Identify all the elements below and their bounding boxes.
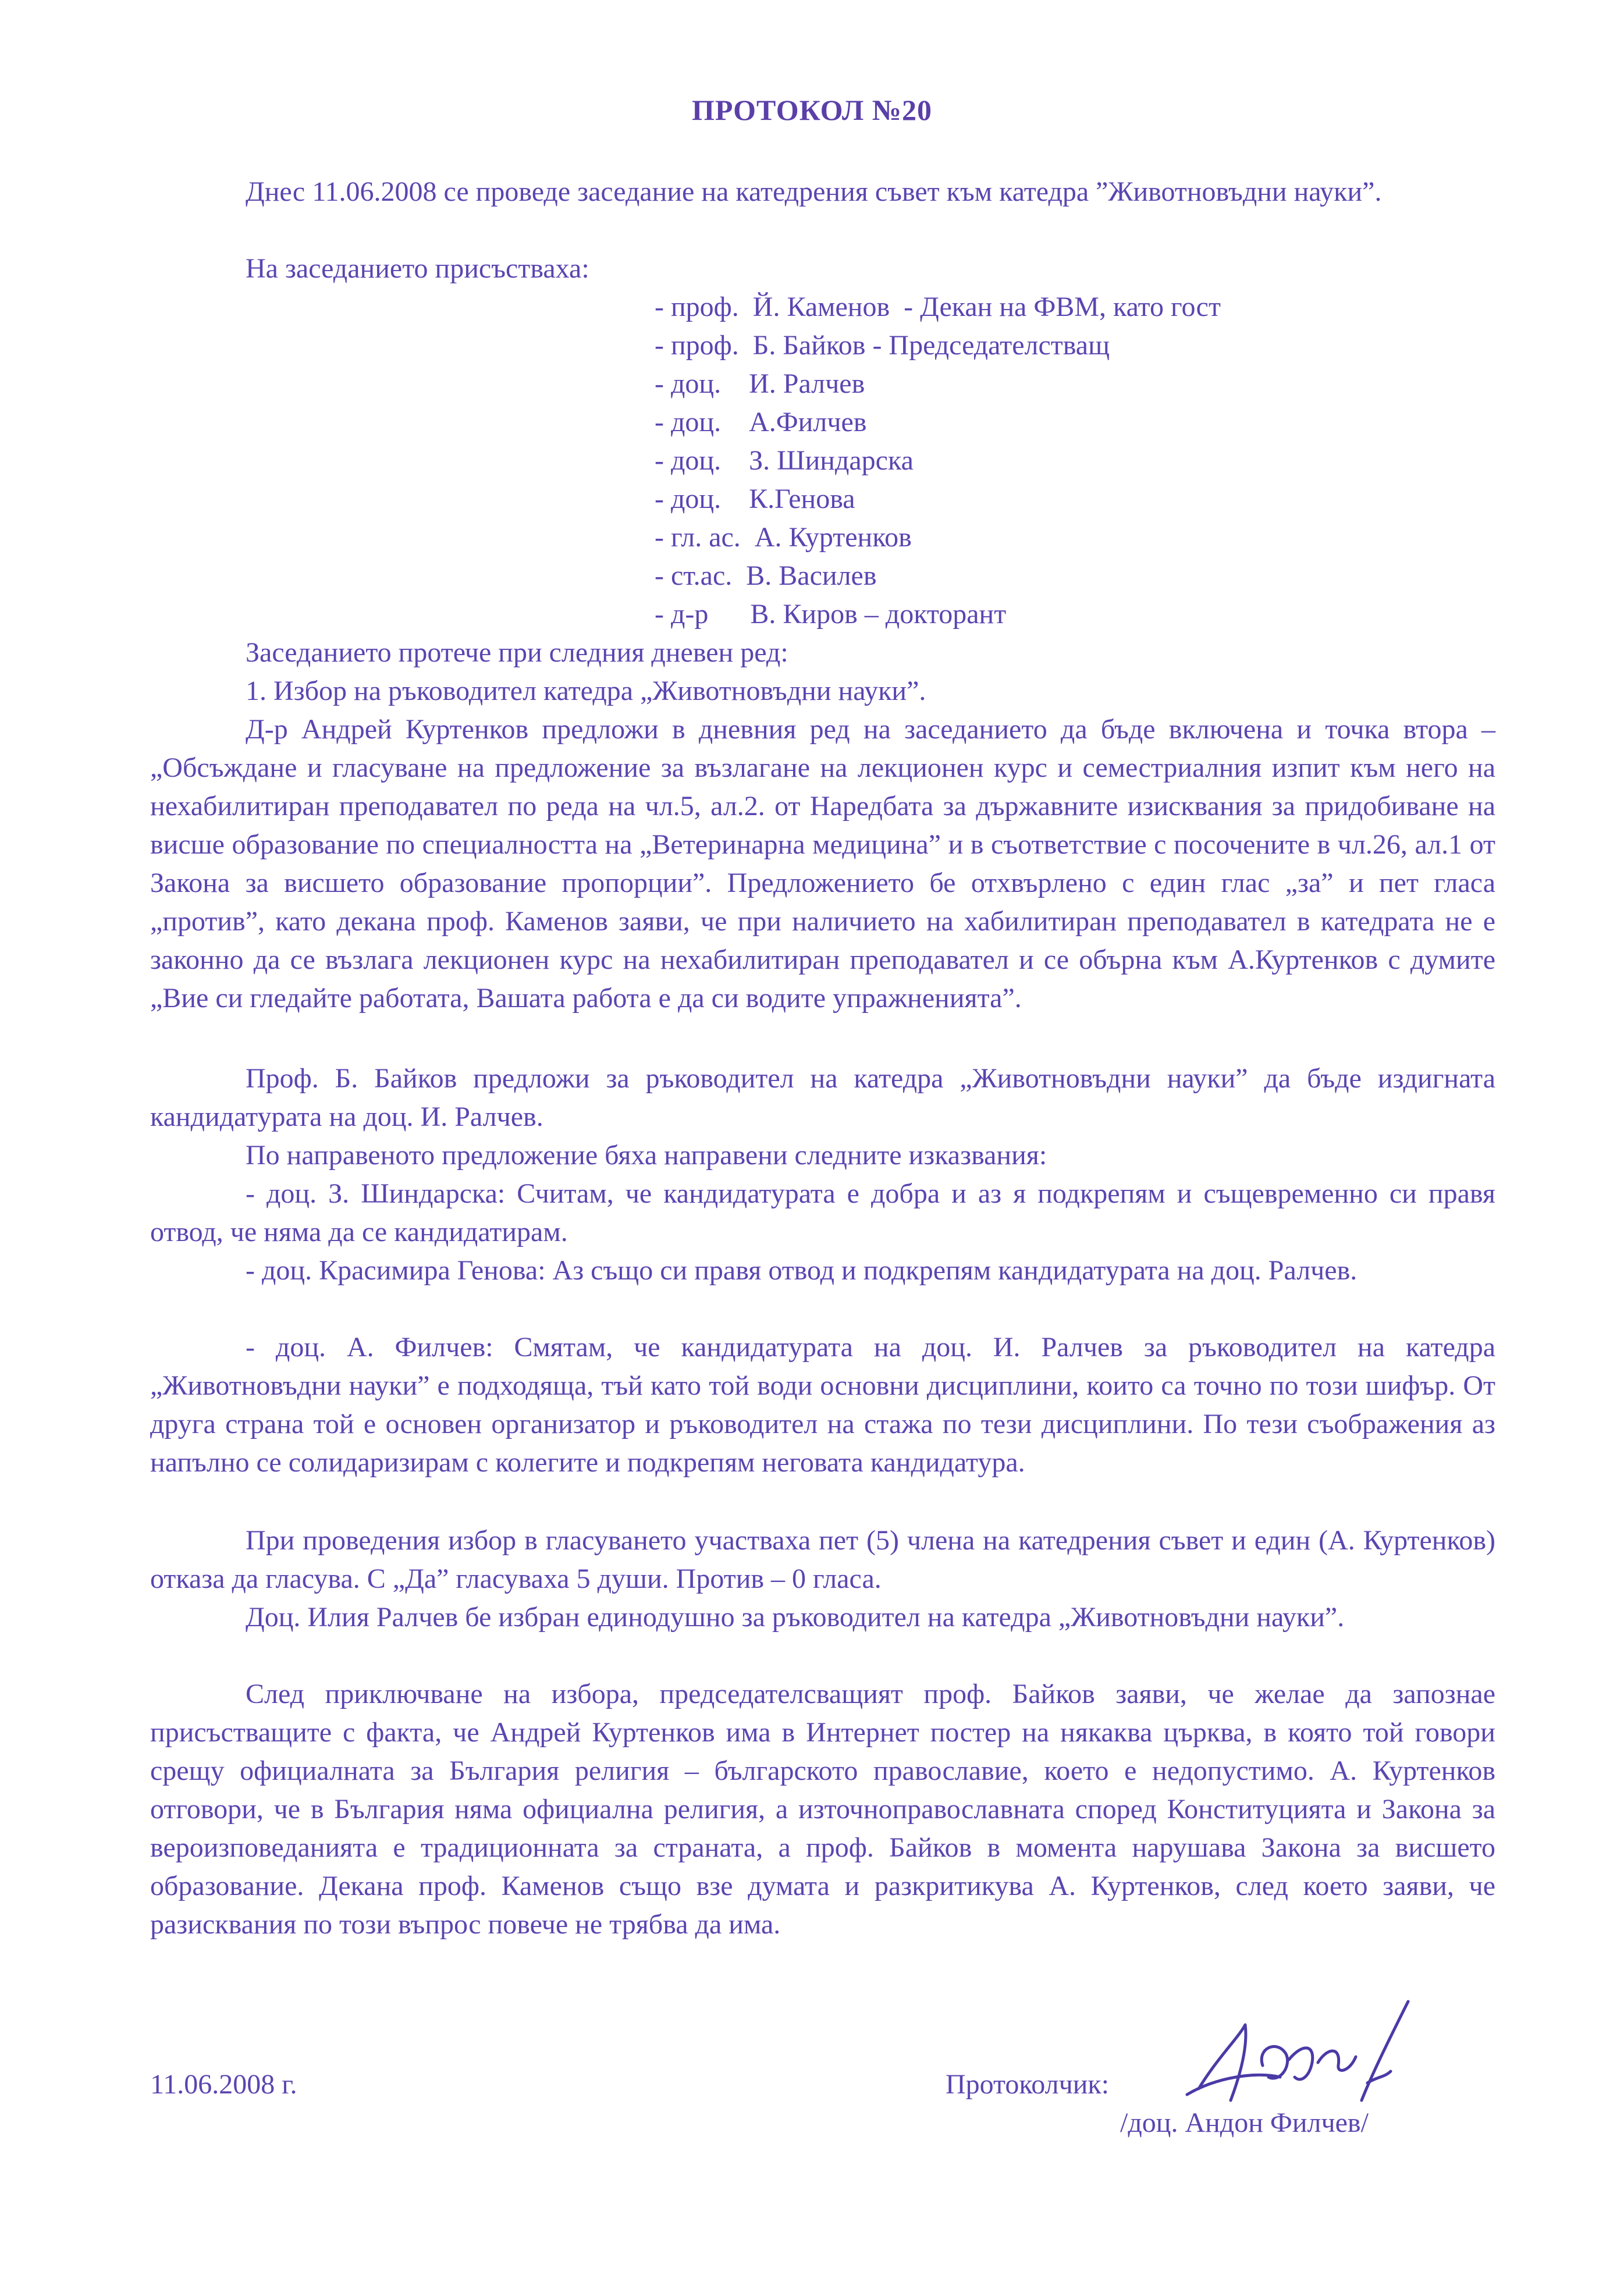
attendee-line: - доц. А.Филчев <box>655 407 867 438</box>
paragraph-statement-shindarska: - доц. З. Шиндарска: Считам, че кандидатурата е добра и аз я подкрепям и същевременно си правя отвод, че няма да се кандидатирам. <box>150 1178 1495 1247</box>
attendee-line: - ст.ас. В. Василев <box>655 560 877 591</box>
paragraph-statement-filchev: - доц. А. Филчев: Смятам, че кандидатурата на доц. И. Ралчев за ръководител на катедра „Животновъдни науки” е подходяща, тъй като той води основни дисциплини, които са точно по този шифър. От друга страна той е основен организатор и ръководител на стажа по тези дисциплини. По тези съображения аз напълно се солидаризирам с колегите и подкрепям неговата кандидатура. <box>150 1332 1495 1478</box>
intro-paragraph: Днес 11.06.2008 се проведе заседание на катедрения съвет към катедра ”Животновъдни науки”. <box>246 176 1382 207</box>
recorder-label: Протоколчик: <box>946 2069 1110 2100</box>
attendee-line: - доц. И. Ралчев <box>655 368 865 399</box>
agenda-heading: Заседанието протече при следния дневен ред: <box>246 637 788 668</box>
paragraph-result: Доц. Илия Ралчев бе избран единодушно за ръководител на катедра „Животновъдни науки”. <box>246 1602 1345 1633</box>
paragraph-vote: При проведения избор в гласуването участваха пет (5) члена на катедрения съвет и един (А. Куртенков) отказа да гласува. С „Да” гласуваха 5 души. Против – 0 гласа. <box>150 1525 1495 1594</box>
agenda-item: 1. Избор на ръководител катедра „Животновъдни науки”. <box>246 676 926 706</box>
attendee-line: - доц. К.Генова <box>655 483 855 514</box>
attendance-heading: На заседанието присъстваха: <box>246 253 589 284</box>
attendee-line: - д-р В. Киров – докторант <box>655 599 1007 630</box>
paragraph-proposal: Д-р Андрей Куртенков предложи в дневния ред на заседанието да бъде включена и точка втора – „Обсъждане и гласуване на предложение за възлагане на лекционен курс и семестриалния изпит към него на нехабилитиран преподавател по реда на чл.5, ал.2. от Наредбата за държавните изисквания за придобиване на висше образование по специалността на „Ветеринарна медицина” и в съответствие с посочените в чл.26, ал.1 от Закона за висшето образование пропорции”. Предложението бе отхвърлено с един глас „за” и пет гласа „против”, като декана проф. Каменов заяви, че при наличието на хабилитиран преподавател в катедрата не е законно да се възлага лекционен курс на нехабилитиран преподавател и се обърна към А.Куртенков с думите „Вие си гледайте работата, Вашата работа е да си водите упражненията”. <box>150 714 1495 1014</box>
attendee-line: - доц. З. Шиндарска <box>655 445 914 476</box>
paragraph-statements-intro: По направеното предложение бяха направени следните изказвания: <box>246 1140 1047 1171</box>
recorder-name: /доц. Андон Филчев/ <box>1120 2107 1369 2138</box>
attendee-line: - гл. ас. А. Куртенков <box>655 522 912 553</box>
footer-date: 11.06.2008 г. <box>150 2069 297 2100</box>
paragraph-nomination: Проф. Б. Байков предложи за ръководител на катедра „Животновъдни науки” да бъде издигната кандидатурата на доц. И. Ралчев. <box>150 1063 1495 1132</box>
handwritten-signature <box>1175 1990 1431 2124</box>
document-title: ПРОТОКОЛ №20 <box>691 94 933 126</box>
attendee-line: - проф. Б. Байков - Председателстващ <box>655 330 1110 361</box>
paragraph-closing: След приключване на избора, председателсващият проф. Байков заяви, че желае да запознае присъстващите с факта, че Андрей Куртенков има в Интернет постер на някаква църква, в която той говори срещу официалната за България религия – българското православие, което е недопустимо. А. Куртенков отговори, че в България няма официална религия, а източноправославната според Конституцията и Закона за вероизповеданията е традиционната за страната, а проф. Байков в момента нарушава Закона за висшето образование. Декана проф. Каменов също взе думата и разкритикува А. Куртенков, след което заяви, че разисквания по този въпрос повече не трябва да има. <box>150 1679 1495 1940</box>
attendee-line: - проф. Й. Каменов - Декан на ФВМ, като гост <box>655 291 1221 322</box>
paragraph-statement-genova: - доц. Красимира Генова: Аз също си правя отвод и подкрепям кандидатурата на доц. Ралчев. <box>246 1255 1358 1286</box>
